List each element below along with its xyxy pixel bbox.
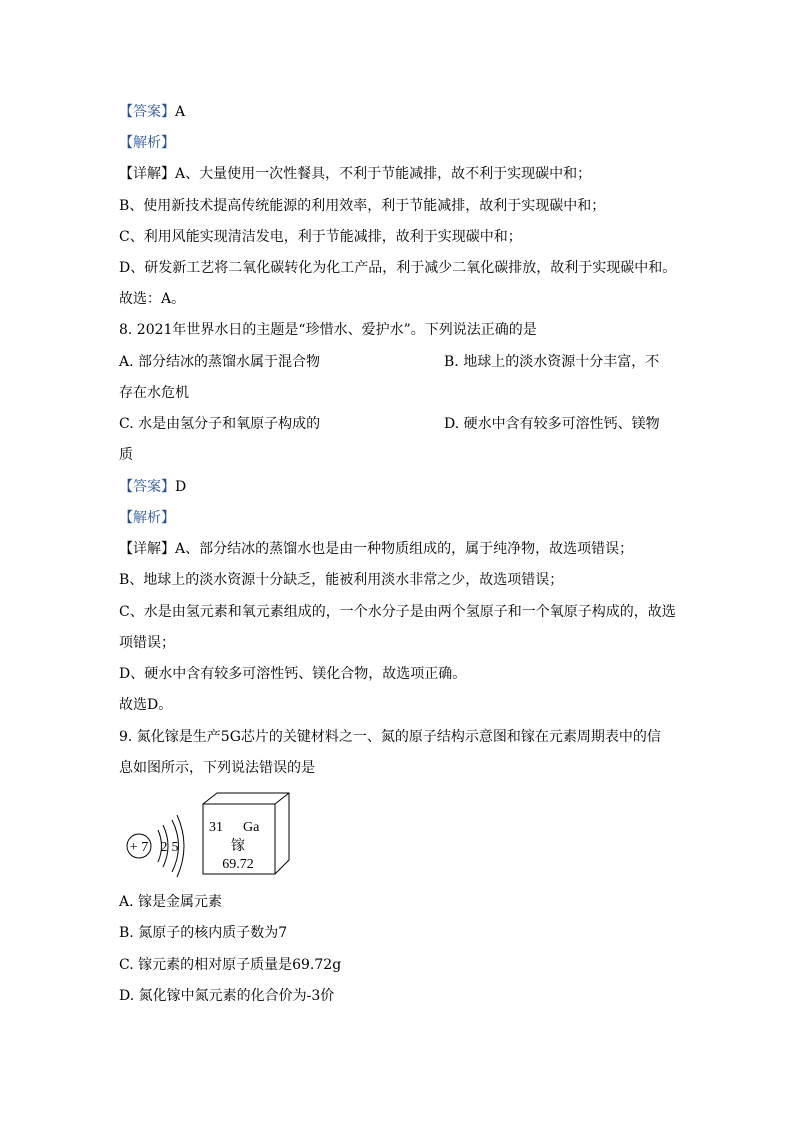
- answer-tag: 【答案】: [119, 104, 175, 120]
- q7-line-a: A、大量使用一次性餐具，不利于节能减排，故不利于实现碳中和；: [175, 166, 592, 182]
- q8-line-d: D、硬水中含有较多可溶性钙、镁化合物，故选项正确。: [119, 666, 467, 682]
- q9-stem-cont: 息如图所示，下列说法错误的是: [119, 760, 315, 776]
- q8-option-d-cont: 质: [119, 447, 133, 463]
- shell-2-electrons: 5: [171, 840, 179, 855]
- answer-value: A: [175, 104, 186, 120]
- answer-tag: 【答案】: [119, 479, 175, 495]
- q7-line-d: D、研发新工艺将二氧化碳转化为化工产品，利于减少二氧化碳排放，故利于实现碳中和。: [119, 260, 677, 276]
- element-name: 镓: [231, 839, 245, 854]
- q8-option-d: D. 硬水中含有较多可溶性钙、镁物: [444, 416, 660, 432]
- q8-stem: 8. 2021年世界水日的主题是“珍惜水、爱护水”。下列说法正确的是: [119, 322, 537, 338]
- q8-answer: [119, 477, 186, 497]
- q7-conclusion: 故选：A。: [119, 291, 186, 307]
- q7-analysis-tag: 【解析】: [119, 135, 175, 151]
- q8-option-a: A. 部分结冰的蒸馏水属于混合物: [119, 354, 321, 370]
- q8-option-b: B. 地球上的淡水资源十分丰富，不: [444, 354, 660, 370]
- nitrogen-atom-diagram: [127, 815, 184, 877]
- gallium-element-box: [203, 793, 289, 874]
- q9-option-d: D. 氮化镓中氮元素的化合价为-3价: [119, 988, 335, 1004]
- detail-tag: 【详解】: [119, 541, 175, 557]
- element-symbol: Ga: [243, 820, 260, 835]
- shell-1-electrons: 2: [160, 840, 168, 855]
- q8-option-b-cont: 存在水危机: [119, 385, 189, 401]
- atom-and-element-figure: [125, 790, 295, 880]
- q7-line-c: C、利用风能实现清洁发电，利于节能减排，故利于实现碳中和；: [119, 229, 522, 245]
- q8-detail-line: [119, 539, 633, 559]
- detail-tag: 【详解】: [119, 166, 175, 182]
- q8-option-c: C. 水是由氢分子和氧原子构成的: [119, 416, 321, 432]
- q9-option-a: A. 镓是金属元素: [119, 894, 223, 910]
- atomic-number: 31: [209, 820, 223, 835]
- atomic-mass: 69.72: [222, 857, 254, 872]
- q8-line-b: B、地球上的淡水资源十分缺乏，能被利用淡水非常之少，故选项错误；: [119, 572, 564, 588]
- q7-line-b: B、使用新技术提高传统能源的利用效率，利于节能减排，故利于实现碳中和；: [119, 198, 606, 214]
- q8-conclusion: 故选D。: [119, 697, 173, 713]
- q8-line-c: C、水是由氢元素和氧元素组成的，一个水分子是由两个氢原子和一个氧原子构成的，故选: [119, 604, 676, 620]
- q8-line-c-cont: 项错误；: [119, 635, 175, 651]
- nucleus-charge: + 7: [129, 840, 149, 855]
- q9-option-b: B. 氮原子的核内质子数为7: [119, 925, 288, 941]
- q7-detail-line: [119, 164, 591, 184]
- q9-option-c: C. 镓元素的相对原子质量是69.72g: [119, 957, 342, 973]
- q8-analysis-tag: 【解析】: [119, 510, 175, 526]
- answer-value: D: [175, 479, 187, 495]
- q8-line-a: A、部分结冰的蒸馏水也是由一种物质组成的，属于纯净物，故选项错误；: [175, 541, 634, 557]
- q7-answer: [119, 102, 185, 122]
- q9-stem: 9. 氮化镓是生产5G芯片的关键材料之一、氮的原子结构示意图和镓在元素周期表中的信: [119, 729, 661, 745]
